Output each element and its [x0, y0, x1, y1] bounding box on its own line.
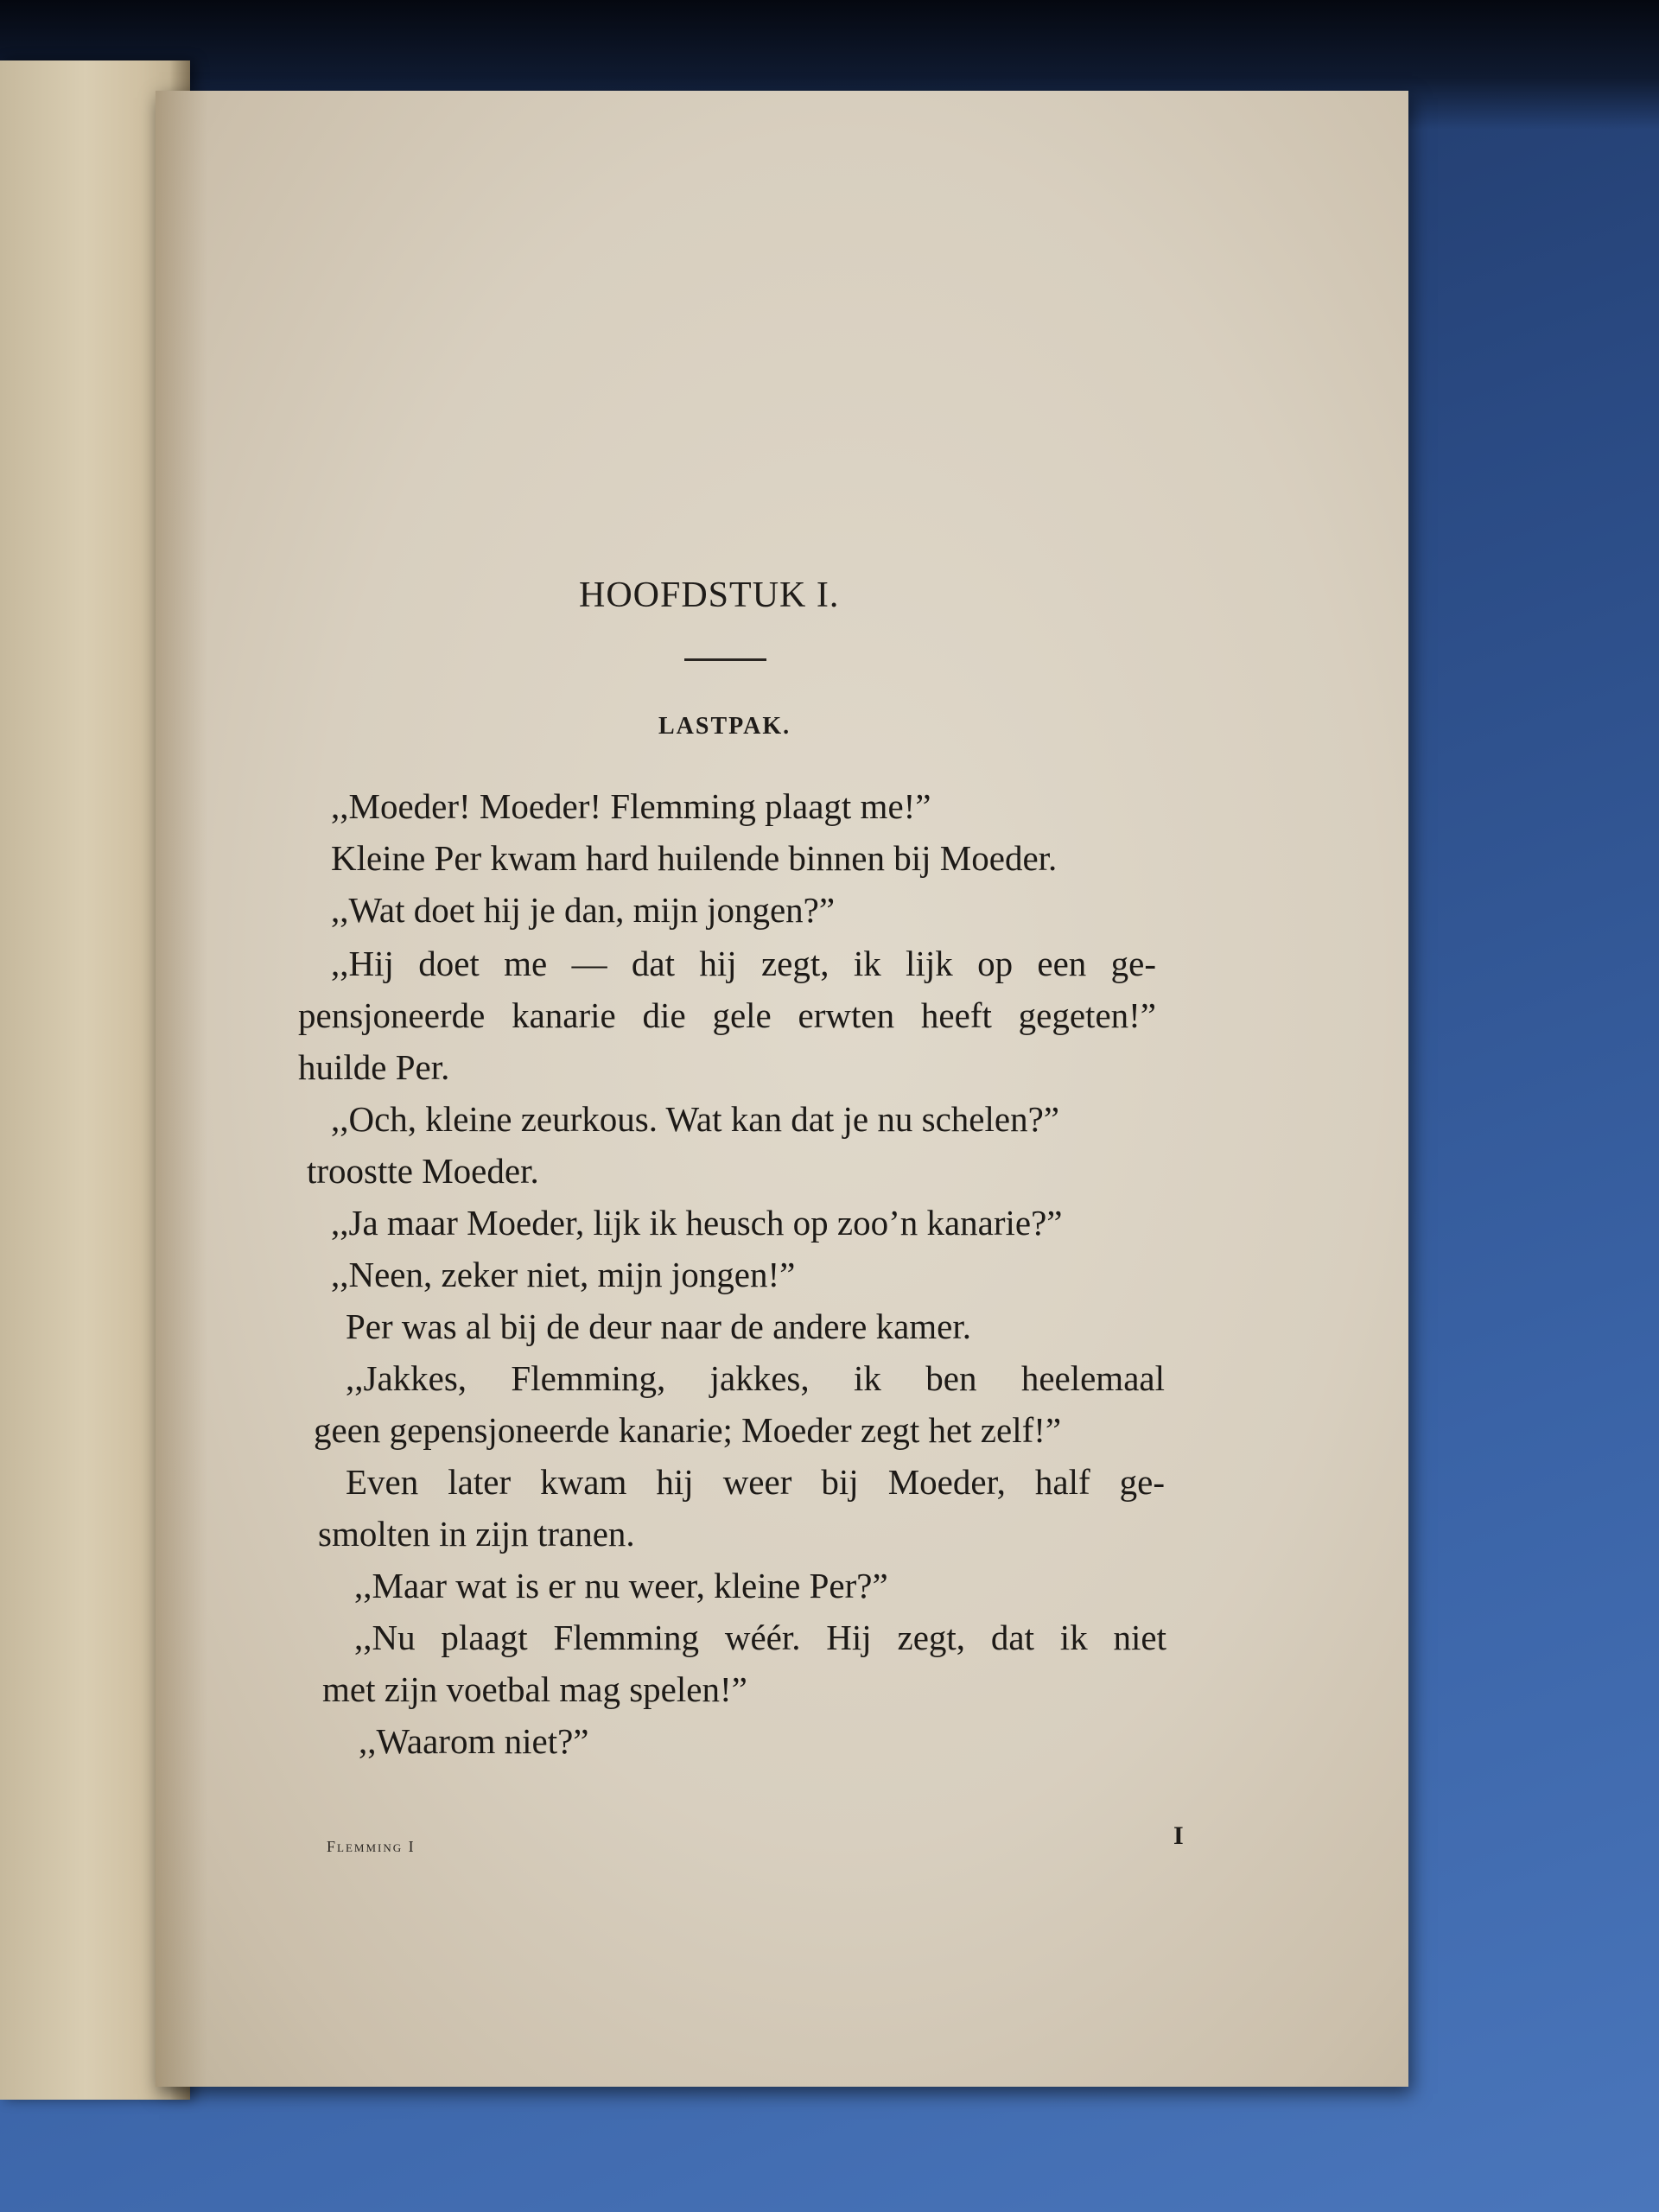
text-line: ,,Jakkes, Flemming, jakkes, ik ben heelemaal — [346, 1358, 1165, 1398]
book-page — [156, 91, 1408, 2087]
text-line: met zijn voetbal mag spelen!” — [322, 1669, 747, 1709]
text-line: Kleine Per kwam hard huilende binnen bij Moeder. — [331, 838, 1058, 878]
text-line: pensjoneerde kanarie die gele erwten heeft gegeten!” — [298, 995, 1156, 1035]
text-line: ,,Wat doet hij je dan, mijn jongen?” — [331, 890, 836, 930]
text-line: ,,Nu plaagt Flemming wéér. Hij zegt, dat ik niet — [354, 1618, 1166, 1657]
text-line: ,,Hij doet me — dat hij zegt, ik lijk op een ge- — [331, 944, 1156, 983]
text-line: smolten in zijn tranen. — [318, 1514, 635, 1554]
signature-mark: Flemming I — [327, 1838, 416, 1855]
text-line: Even later kwam hij weer bij Moeder, half ge- — [346, 1462, 1165, 1502]
text-line: ,,Maar wat is er nu weer, kleine Per?” — [354, 1566, 888, 1605]
text-line: ,,Waarom niet?” — [359, 1721, 589, 1761]
text-line: huilde Per. — [298, 1047, 450, 1087]
title-divider — [684, 658, 766, 661]
text-line: geen gepensjoneerde kanarie; Moeder zegt het zelf!” — [314, 1410, 1062, 1450]
text-line: troostte Moeder. — [307, 1151, 539, 1191]
text-line: Per was al bij de deur naar de andere kamer. — [346, 1306, 972, 1346]
chapter-title: HOOFDSTUK I. — [579, 575, 840, 615]
text-line: ,,Neen, zeker niet, mijn jongen!” — [331, 1255, 796, 1294]
text-line: ,,Och, kleine zeurkous. Wat kan dat je nu schelen?” — [331, 1099, 1059, 1139]
page-number: I — [1173, 1821, 1184, 1850]
text-line: ,,Moeder! Moeder! Flemming plaagt me!” — [331, 786, 931, 826]
text-line: ,,Ja maar Moeder, lijk ik heusch op zoo’n kanarie?” — [331, 1203, 1063, 1243]
section-title: LASTPAK. — [658, 713, 791, 740]
